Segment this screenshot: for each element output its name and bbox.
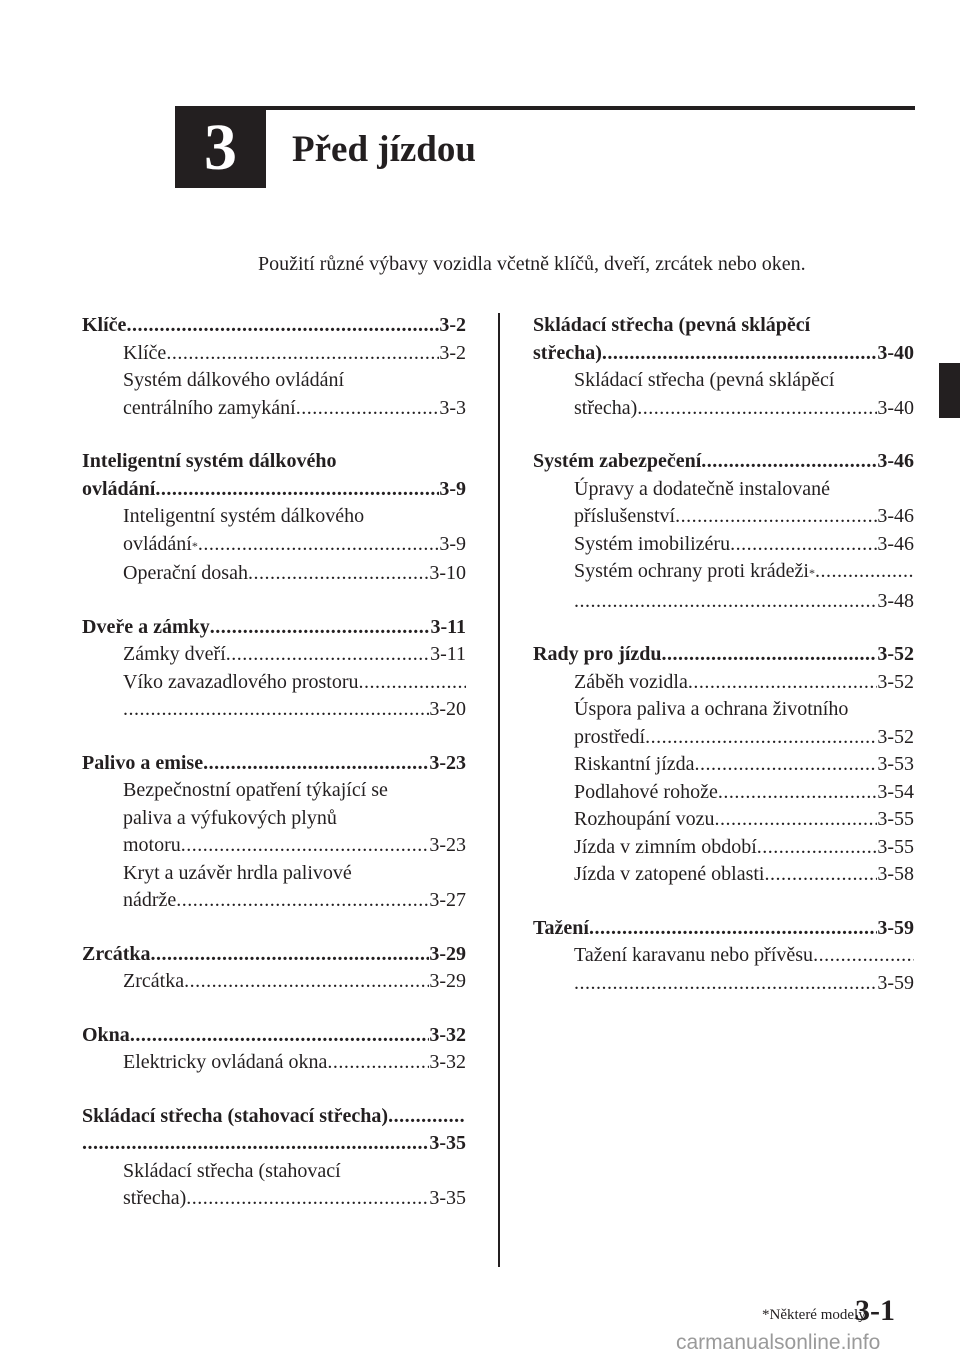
toc-entry-text: Záběh vozidla	[574, 670, 688, 693]
toc-section-heading[interactable]	[82, 614, 466, 642]
toc-section-line	[82, 614, 466, 642]
toc-entry-text: Inteligentní systém dálkového	[82, 450, 337, 472]
dot-leader	[715, 806, 878, 834]
toc-entry-text: Systém zabezpečení	[533, 450, 702, 472]
toc-item-line	[82, 560, 466, 588]
toc-item-line	[533, 806, 914, 834]
toc-page-ref: 3-35	[429, 1187, 466, 1209]
toc-page-ref: 3-11	[430, 615, 466, 638]
dot-leader	[675, 503, 877, 531]
toc-item-line	[533, 942, 914, 970]
toc-page-ref: 3-20	[429, 698, 466, 720]
toc-page-ref: 3-9	[439, 477, 466, 500]
toc-entry-text: Systém dálkového ovládání	[123, 369, 345, 391]
toc-section	[82, 1022, 466, 1077]
toc-page-ref: 3-29	[429, 970, 466, 992]
dot-leader	[645, 724, 877, 752]
toc-page-ref: 3-10	[429, 562, 466, 584]
dot-leader	[166, 340, 439, 368]
toc-item[interactable]	[82, 1049, 466, 1077]
toc-item-line	[82, 777, 466, 805]
toc-item-line	[533, 834, 914, 862]
toc-page-ref: 3-11	[430, 643, 466, 665]
footnote-marker: *	[808, 566, 815, 580]
toc-entry-text: nádrže	[123, 889, 177, 911]
dot-leader	[210, 614, 431, 642]
dot-leader	[203, 750, 429, 778]
toc-item-line	[82, 1185, 466, 1213]
toc-page-ref: 3-55	[877, 808, 914, 830]
toc-item[interactable]	[533, 779, 914, 807]
toc-entry-text: Dveře a zámky	[82, 615, 210, 638]
toc-item-line	[533, 395, 914, 423]
toc-section	[82, 1103, 466, 1213]
toc-item[interactable]	[82, 860, 466, 915]
dot-leader	[327, 1049, 429, 1077]
toc-page-ref: 3-27	[429, 889, 466, 911]
toc-item[interactable]	[82, 1158, 466, 1213]
dot-leader	[82, 1130, 429, 1158]
toc-section-line	[82, 1103, 466, 1131]
dot-leader	[181, 832, 430, 860]
toc-item[interactable]	[533, 942, 914, 997]
toc-section-heading[interactable]	[82, 1103, 466, 1158]
toc-section-heading[interactable]	[533, 312, 914, 367]
toc-item[interactable]	[82, 560, 466, 588]
toc-item-line	[82, 887, 466, 915]
toc-page-ref: 3-52	[877, 670, 914, 693]
toc-entry-text: Skládací střecha (stahovací střecha)	[82, 1104, 389, 1127]
toc-section-heading[interactable]	[82, 941, 466, 969]
dot-leader	[688, 669, 877, 697]
toc-item-line	[533, 751, 914, 779]
toc-section-line	[82, 941, 466, 969]
toc-entry-text: Systém ochrany proti krádeži	[574, 560, 809, 582]
toc-entry-text: Úspora paliva a ochrana životního	[574, 698, 849, 720]
dot-leader	[184, 968, 429, 996]
toc-entry-text: Jízda v zatopené oblasti	[574, 863, 765, 885]
toc-item-line	[533, 696, 914, 724]
toc-item-line	[82, 367, 466, 395]
toc-item-line	[82, 669, 466, 697]
toc-item-line	[82, 340, 466, 368]
toc-page-ref: 3-40	[877, 341, 914, 364]
toc-section	[82, 312, 466, 422]
toc-item-line	[82, 395, 466, 423]
toc-entry-text: Rady pro jízdu	[533, 643, 662, 665]
toc-item-line	[82, 531, 466, 561]
toc-item-line	[533, 588, 914, 616]
toc-entry-text: Zrcátka	[82, 942, 151, 965]
toc-item-line	[533, 779, 914, 807]
toc-section-line	[82, 750, 466, 778]
dot-leader	[813, 942, 914, 970]
toc-section	[82, 614, 466, 724]
toc-item-line	[533, 861, 914, 889]
toc-page-ref: 3-32	[429, 1051, 466, 1073]
dot-leader	[198, 531, 439, 559]
toc-entry-text: Skládací střecha (pevná sklápěcí	[574, 369, 835, 391]
toc-section-line	[533, 641, 914, 669]
toc-item-line	[533, 558, 914, 588]
toc-item-line	[533, 503, 914, 531]
dot-leader	[176, 887, 429, 915]
toc-entry-text: Operační dosah	[123, 562, 248, 584]
toc-section-heading[interactable]	[533, 448, 914, 476]
toc-entry-text: Bezpečnostní opatření týkající se	[123, 779, 388, 801]
toc-item-line	[82, 805, 466, 833]
chapter-number: 3	[204, 111, 237, 184]
toc-item[interactable]	[82, 968, 466, 996]
toc-item[interactable]	[82, 340, 466, 368]
dot-leader	[248, 560, 429, 588]
toc-page-ref: 3-59	[877, 916, 914, 939]
toc-entry-text: Elektricky ovládaná okna	[123, 1051, 328, 1073]
toc-page-ref: 3-2	[439, 341, 466, 364]
toc-page-ref: 3-40	[877, 396, 914, 419]
toc-page-ref: 3-29	[429, 942, 466, 965]
toc-item[interactable]	[533, 476, 914, 531]
dot-leader	[757, 834, 878, 862]
toc-item[interactable]	[82, 777, 466, 860]
toc-section	[82, 941, 466, 996]
column-divider	[498, 313, 500, 1267]
dot-leader	[637, 395, 877, 423]
toc-item-line	[82, 860, 466, 888]
dot-leader	[296, 395, 440, 423]
toc-item-line	[533, 531, 914, 559]
dot-leader	[388, 1103, 466, 1131]
toc-entry-text: motoru	[123, 834, 181, 856]
toc-item[interactable]	[533, 751, 914, 779]
dot-leader	[358, 669, 466, 697]
toc-item-line	[533, 724, 914, 752]
dot-leader	[589, 915, 877, 943]
toc-entry-text: Tažení	[533, 916, 589, 939]
toc-page-ref: 3-9	[439, 532, 466, 555]
toc-right-column	[533, 312, 914, 1023]
toc-item-line	[533, 669, 914, 697]
toc-section-line	[82, 312, 466, 340]
toc-section-line	[533, 448, 914, 476]
toc-item[interactable]	[533, 806, 914, 834]
toc-page-ref: 3-54	[877, 780, 914, 803]
toc-section	[533, 448, 914, 615]
toc-page-ref: 3-53	[877, 753, 914, 775]
toc-item[interactable]	[82, 669, 466, 724]
dot-leader	[662, 641, 878, 669]
toc-entry-text: střecha)	[533, 341, 602, 364]
toc-entry-text: ovládání	[123, 532, 192, 555]
toc-entry-text: Klíče	[82, 314, 127, 336]
toc-entry-text: centrálního zamykání	[123, 396, 296, 419]
toc-item-line	[533, 970, 914, 998]
watermark-text: carmanualsonline.info	[676, 1331, 881, 1354]
toc-page-ref: 3-46	[877, 532, 914, 555]
toc-entry-text: Klíče	[123, 341, 167, 364]
toc-item[interactable]	[82, 503, 466, 560]
dot-leader	[815, 558, 914, 586]
toc-entry-text: Systém imobilizéru	[574, 532, 731, 555]
dot-leader	[123, 696, 429, 724]
chapter-intro: Použití různé výbavy vozidla včetně klíčů, dveří, zrcátek nebo oken.	[258, 253, 806, 275]
toc-entry-text: paliva a výfukových plynů	[123, 806, 337, 829]
toc-entry-text: Zrcátka	[123, 970, 185, 992]
toc-section-line	[82, 1130, 466, 1158]
toc-section-heading[interactable]	[533, 641, 914, 669]
toc-entry-text: ovládání	[82, 477, 156, 500]
dot-leader	[695, 751, 878, 779]
toc-item-line	[533, 476, 914, 504]
toc-entry-text: Riskantní jízda	[574, 753, 695, 775]
dot-leader	[730, 531, 877, 559]
footnote: *Některé modely.	[762, 1307, 869, 1323]
toc-page-ref: 3-46	[877, 505, 914, 527]
toc-entry-text: Palivo a emise	[82, 751, 204, 774]
toc-section-line	[533, 915, 914, 943]
toc-entry-text: Tažení karavanu nebo přívěsu	[574, 944, 814, 966]
toc-item-line	[82, 641, 466, 669]
toc-item[interactable]	[533, 558, 914, 615]
dot-leader	[701, 448, 877, 476]
toc-item-line	[82, 832, 466, 860]
dot-leader	[226, 641, 430, 669]
toc-entry-text: střecha)	[123, 1187, 187, 1209]
toc-item[interactable]	[533, 696, 914, 751]
page-number: 3-1	[855, 1294, 895, 1327]
toc-entry-text: Inteligentní systém dálkového	[123, 505, 365, 527]
toc-entry-text: Zámky dveří	[123, 643, 226, 665]
toc-section	[533, 641, 914, 889]
dot-leader	[186, 1185, 429, 1213]
dot-leader	[718, 779, 877, 807]
toc-entry-text: Úpravy a dodatečně instalované	[574, 477, 831, 500]
toc-entry-text: Skládací střecha (pevná sklápěcí	[533, 314, 811, 336]
dot-leader	[155, 476, 439, 504]
toc-page-ref: 3-52	[877, 725, 914, 748]
dot-leader	[602, 340, 877, 368]
chapter-number-box	[175, 108, 266, 188]
toc-page-ref: 3-35	[429, 1132, 466, 1154]
toc-left-column	[82, 312, 466, 1239]
toc-item-line	[82, 1158, 466, 1186]
toc-item[interactable]	[533, 861, 914, 889]
toc-section	[82, 448, 466, 588]
toc-item-line	[82, 1049, 466, 1077]
toc-section-line	[533, 340, 914, 368]
toc-entry-text: Rozhoupání vozu	[574, 808, 715, 830]
toc-section-heading[interactable]	[82, 448, 466, 503]
toc-item[interactable]	[533, 834, 914, 862]
toc-item[interactable]	[533, 367, 914, 422]
toc-section-line	[82, 1022, 466, 1050]
dot-leader	[574, 588, 877, 616]
dot-leader	[130, 1022, 430, 1050]
toc-section-heading[interactable]	[533, 915, 914, 943]
toc-section-heading[interactable]	[82, 750, 466, 778]
toc-page-ref: 3-32	[429, 1023, 466, 1046]
toc-item[interactable]	[533, 669, 914, 697]
toc-item[interactable]	[82, 641, 466, 669]
toc-item-line	[82, 503, 466, 531]
toc-page-ref: 3-3	[439, 396, 466, 419]
toc-item-line	[82, 696, 466, 724]
toc-section-line	[82, 476, 466, 504]
toc-item[interactable]	[533, 531, 914, 559]
chapter-header-rule	[175, 106, 915, 110]
toc-entry-text: Jízda v zimním období	[574, 835, 757, 858]
toc-page-ref: 3-48	[877, 589, 914, 612]
toc-entry-text: Skládací střecha (stahovací	[123, 1159, 341, 1182]
toc-page-ref: 3-55	[877, 835, 914, 858]
toc-entry-text: Okna	[82, 1023, 130, 1046]
toc-entry-text: Kryt a uzávěr hrdla palivové	[123, 861, 352, 884]
toc-item[interactable]	[82, 367, 466, 422]
toc-page-ref: 3-52	[877, 643, 914, 665]
toc-page-ref: 3-23	[429, 751, 466, 774]
toc-page-ref: 3-23	[429, 834, 466, 856]
dot-leader	[574, 970, 877, 998]
dot-leader	[765, 861, 878, 889]
toc-entry-text: příslušenství	[574, 505, 676, 527]
toc-entry-text: Víko zavazadlového prostoru	[123, 670, 359, 693]
toc-item-line	[533, 367, 914, 395]
chapter-edge-tab	[939, 363, 960, 418]
toc-page-ref: 3-2	[439, 314, 466, 336]
chapter-title: Před jízdou	[292, 129, 476, 170]
toc-section-heading[interactable]	[82, 1022, 466, 1050]
toc-item-line	[82, 968, 466, 996]
toc-section	[82, 750, 466, 915]
toc-section	[533, 915, 914, 998]
toc-page-ref: 3-46	[877, 450, 914, 472]
toc-section-line	[533, 312, 914, 340]
footnote-marker: *	[191, 538, 198, 553]
toc-section-heading[interactable]	[82, 312, 466, 340]
dot-leader	[126, 312, 439, 340]
dot-leader	[151, 941, 430, 969]
toc-entry-text: prostředí	[574, 725, 646, 748]
toc-entry-text: střecha)	[574, 396, 638, 419]
toc-entry-text: Podlahové rohože	[574, 780, 718, 803]
toc-section	[533, 312, 914, 422]
toc-page-ref: 3-58	[877, 863, 914, 885]
toc-section-line	[82, 448, 466, 476]
toc-page-ref: 3-59	[877, 971, 914, 994]
